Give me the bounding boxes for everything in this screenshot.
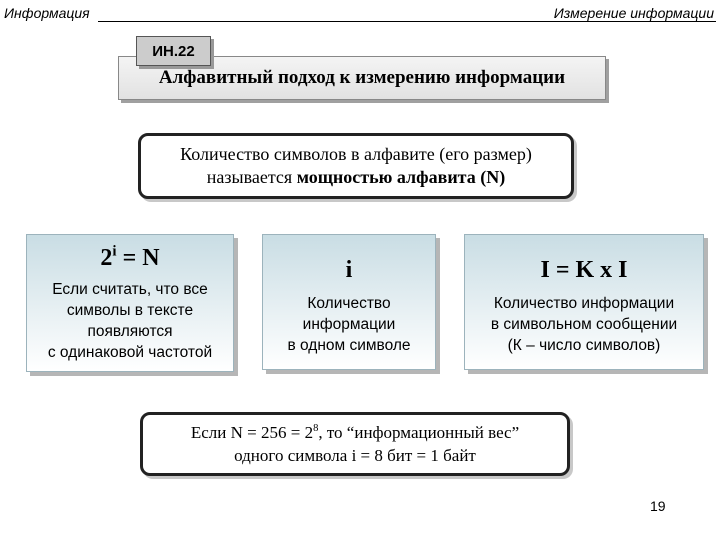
example-line-2: одного символа i = 8 бит = 1 байт — [234, 446, 476, 465]
header-right-label: Измерение информации — [553, 5, 714, 21]
example-line-1-start: Если N = 256 = 2 — [190, 423, 314, 442]
card-1-line: появляются — [87, 323, 173, 340]
card-3-line: в символьном сообщении — [490, 316, 678, 333]
card-3-line: (К – число символов) — [507, 337, 661, 354]
example-exponent: 8 — [313, 423, 319, 435]
card-2-line: информации — [302, 316, 396, 333]
slide-title: Алфавитный подход к измерению информации — [118, 56, 606, 100]
card-1-line: символы в тексте — [66, 302, 194, 319]
definition-box — [138, 133, 574, 199]
example-box — [140, 412, 570, 476]
card-2-formula: i — [345, 257, 353, 283]
example-line-1-end: , то “информационный вес” — [318, 423, 520, 442]
card-1-description — [27, 279, 233, 363]
card-formula-power — [26, 234, 234, 372]
card-1-line: Если считать, что все — [52, 281, 208, 298]
formula-exponent: i — [112, 243, 117, 260]
page-number: 19 — [650, 498, 666, 514]
card-2-line: Количество — [307, 295, 391, 312]
formula-base: 2 — [100, 245, 113, 271]
definition-term: мощностью алфавита (N) — [296, 167, 506, 187]
card-message-info — [464, 234, 704, 370]
card-1-formula — [27, 243, 233, 273]
card-3-description — [465, 293, 703, 356]
card-2-line: в одном символе — [287, 337, 411, 354]
formula-rest: = N — [116, 245, 160, 271]
card-3-line: Количество информации — [493, 295, 675, 312]
definition-line-2 — [141, 166, 571, 189]
slide-code-tab: ИН.22 — [136, 36, 211, 66]
card-2-description — [263, 293, 435, 356]
example-line-1 — [143, 421, 567, 444]
card-symbol-info — [262, 234, 436, 370]
definition-line-2-prefix: называется — [206, 167, 297, 187]
card-1-line: с одинаковой частотой — [47, 344, 213, 361]
card-3-formula: I = K x I — [540, 257, 628, 283]
header-rule — [98, 21, 716, 22]
definition-line-1: Количество символов в алфавите (его размер) — [180, 144, 532, 164]
header-left-label: Информация — [4, 5, 90, 21]
